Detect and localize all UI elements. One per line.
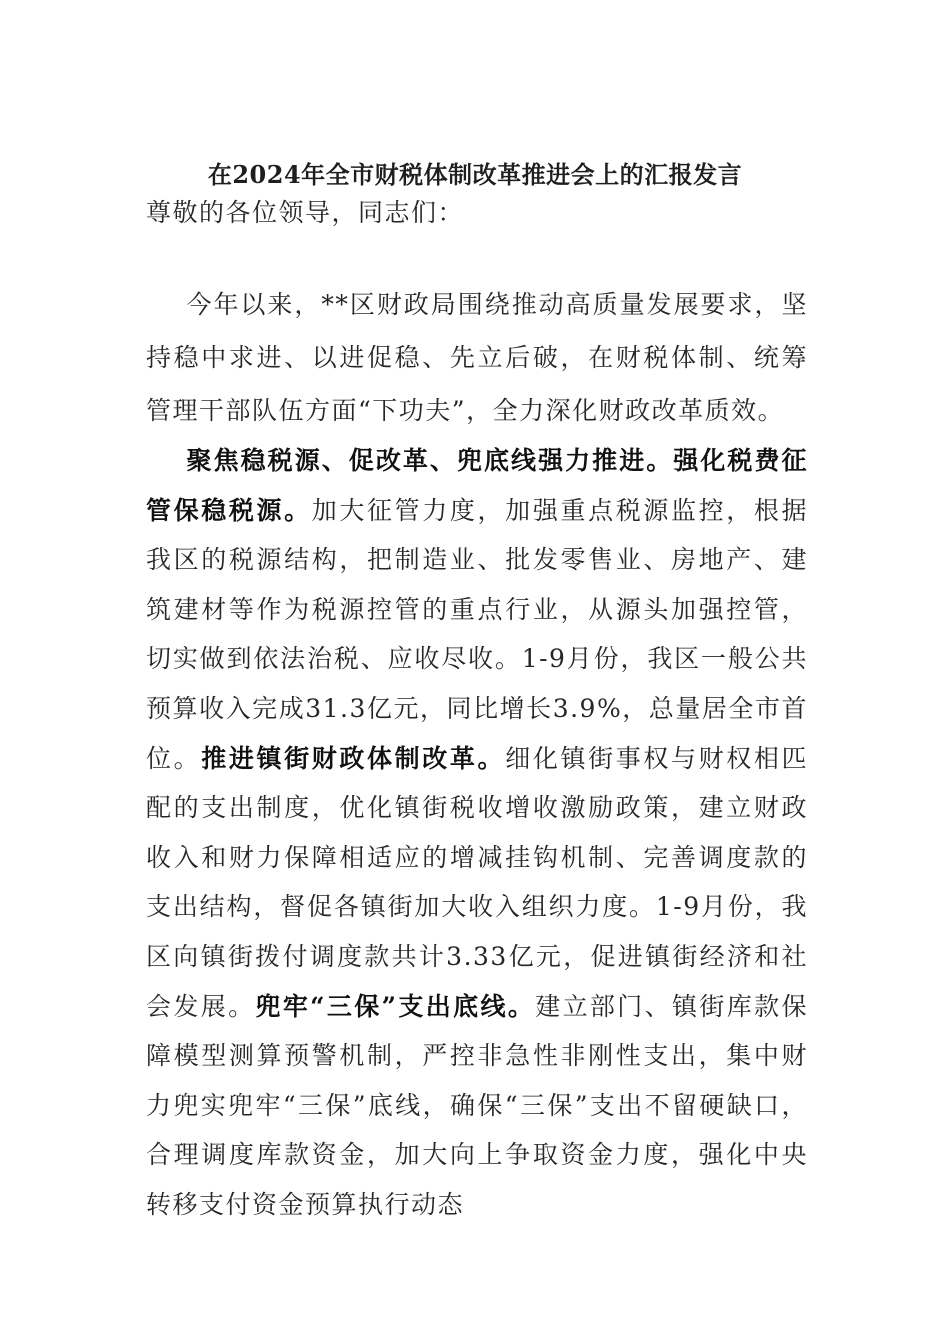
subsection-heading-baseline: 兜牢“三保”支出底线。 — [255, 991, 536, 1021]
greeting: 尊敬的各位领导，同志们： — [146, 198, 465, 227]
subsection-text-baseline: 建立部门、镇街库款保障模型测算预警机制，严控非急性非刚性支出，集中财力兜实兜牢“三保”底线，确保“三保”支出不留硬缺口，合理调度库款资金，加大向上争取资金力度，强化中央转移支付资金预算执行动态 — [146, 991, 808, 1219]
document-title: 在2024年全市财税体制改革推进会上的汇报发言 — [207, 160, 743, 189]
section-heading: 聚焦稳税源、促改革、兜底线强力推进。 — [186, 446, 674, 475]
intro-text: 今年以来，**区财政局围绕推动高质量发展要求，坚持稳中求进、以进促稳、先立后破，在财税体制、统筹管理干部队伍方面“下功夫”，全力深化财政改革质效。 — [146, 290, 808, 425]
section-paragraph — [146, 436, 808, 1230]
subsection-heading-reform: 推进镇街财政体制改革。 — [201, 743, 506, 773]
subsection-text-reform: 细化镇街事权与财权相匹配的支出制度，优化镇街税收增收激励政策，建立财政收入和财力保障相适应的增减挂钩机制、完善调度款的支出结构，督促各镇街加大收入组织力度。1-9月份，我区向镇街拨付调度款共计3.33亿元，促进镇街经济和社会发展。 — [146, 743, 808, 1021]
subsection-text-tax: 加大征管力度，加强重点税源监控，根据我区的税源结构，把制造业、批发零售业、房地产、建筑建材等作为税源控管的重点行业，从源头加强控管，切实做到依法治税、应收尽收。1-9月份，我区一般公共预算收入完成31.3亿元，同比增长3.9%，总量居全市首位。 — [146, 495, 808, 773]
subsection-heading-tax: 强化税费征管保稳税源。 — [146, 446, 808, 525]
intro-paragraph — [146, 278, 808, 437]
